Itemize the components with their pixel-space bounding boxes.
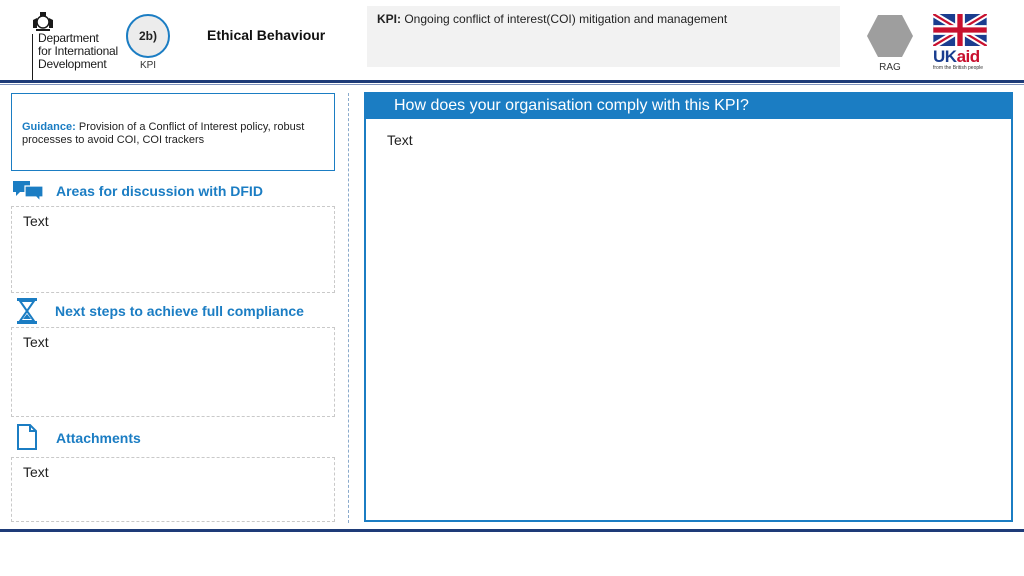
- dfid-logo: [30, 10, 130, 74]
- ukaid-logo: [933, 14, 989, 76]
- section-title-discussion: Areas for discussion with DFID: [56, 183, 263, 199]
- compliance-answer-text: Text: [387, 132, 413, 148]
- next-steps-text: Text: [23, 334, 49, 350]
- section-title-attachments: Attachments: [56, 430, 141, 446]
- document-icon: [16, 424, 38, 450]
- rag-status-hexagon-icon: [866, 14, 914, 58]
- ukaid-wordmark: UKaid: [933, 47, 980, 66]
- footer-rule: [0, 529, 1024, 532]
- section-title-next-steps: Next steps to achieve full compliance: [55, 303, 304, 319]
- kpi-box-text: Ongoing conflict of interest(COI) mitigation and management: [404, 12, 728, 26]
- guidance-text: Provision of a Conflict of Interest policy, robust processes to avoid COI, COI trackers: [22, 121, 305, 146]
- kpi-number-badge: 2b): [126, 14, 170, 58]
- ukaid-tagline: from the British people: [933, 65, 984, 71]
- column-divider: [348, 93, 349, 523]
- compliance-question-title: How does your organisation comply with this KPI?: [366, 94, 1011, 119]
- kpi-description-box: [367, 6, 840, 67]
- discussion-text-box[interactable]: [11, 206, 335, 293]
- attachments-text: Text: [23, 464, 49, 480]
- discussion-text: Text: [23, 213, 49, 229]
- union-flag-icon: [933, 14, 987, 46]
- header-rule-thin: [0, 84, 1024, 85]
- next-steps-text-box[interactable]: [11, 327, 335, 417]
- attachments-text-box[interactable]: [11, 457, 335, 522]
- guidance-box: [11, 93, 335, 171]
- logo-bar: [32, 34, 33, 80]
- logo-text: Department for International Development: [38, 31, 118, 71]
- page-title: Ethical Behaviour: [207, 27, 326, 43]
- kpi-box-label: KPI:: [377, 12, 401, 26]
- header-rule: [0, 80, 1024, 83]
- hourglass-icon: [16, 297, 38, 325]
- rag-label: RAG: [879, 62, 901, 73]
- compliance-panel[interactable]: [364, 92, 1013, 522]
- guidance-label: Guidance:: [22, 121, 76, 133]
- kpi-caption: KPI: [139, 60, 157, 71]
- speech-bubbles-icon: [12, 179, 44, 203]
- royal-crest-icon: [30, 10, 56, 32]
